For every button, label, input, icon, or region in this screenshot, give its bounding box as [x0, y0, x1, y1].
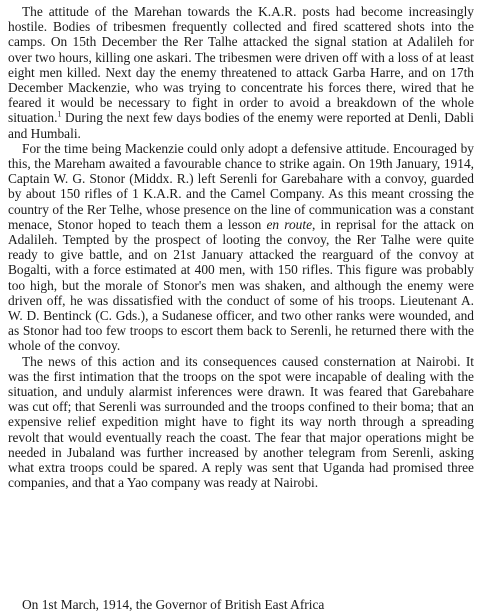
paragraph-nairobi-consternation [8, 354, 474, 491]
paragraph-marehan-hostility [8, 4, 474, 141]
paragraph-bogalti-action [8, 141, 474, 354]
paragraph-text: During the next few days bodies of the enemy were reported at Denli, Dabli and Humbali. [8, 110, 474, 141]
paragraph-text: For the time being Mackenzie could only adopt a defensive attitude. Encouraged by this, the Mareham awaited a favourable chance to strike again. On 19th January, 1914, Captain W. G. Stonor (Middx. R.) left Serenli for Garebahare with a convoy, guarded by about 150 rifles of 1 K.A.R. and the Camel Company. As this meant crossing the country of the Rer Telhe, whose presence on the line of communication was a constant menace, Stonor hoped to teach them a lesson [8, 140, 474, 232]
paragraph-text: , in reprisal for the attack on Adalileh. Tempted by the prospect of looting the convoy, the Rer Talhe were quite ready to give battle, and on 21st January attacked the rearguard of the convoy at Bogalti, with a force estimated at 400 men, with 150 rifles. This figure was probably too high, but the morale of Stonor's men was shaken, and although the enemy were driven off, he was dissatisfied with the conduct of some of his troops. Lieutenant A. W. D. Bentinck (C. Gds.), a Sudanese officer, and two other ranks were wounded, and as Stonor had too few troops to escort them back to Serenli, he returned there with the whole of the convoy. [8, 216, 474, 354]
cut-off-line: On 1st March, 1914, the Governor of British East Africa [22, 597, 325, 611]
paragraph-text: The attitude of the Marehan towards the K.A.R. posts had become increasingly hostile. Bodies of tribesmen frequently collected and fired scattered shots into the camps. On 15th December the Rer Talhe attacked the signal station at Adalileh for over two hours, killing one askari. The tribesmen were driven off with a loss of at least eight men killed. Next day the enemy threatened to attack Garba Harre, and on 17th December Mackenzie, who was trying to concentrate his forces there, wired that he feared it would be necessary to fight in order to avoid a breakdown of the whole situation. [8, 4, 474, 126]
footnote-marker: 1 [57, 109, 62, 119]
document-page [8, 4, 474, 491]
paragraph-text: The news of this action and its consequences caused consternation at Nairobi. It was the first intimation that the troops on the spot were incapable of dealing with the situation, and unduly alarmist inferences were drawn. It was feared that Garebahare was cut off; that Serenli was surrounded and the troops confined to their boma; that an expensive relief expedition might have to fight its way north through a spreading revolt that would eventually reach the coast. The fear that major operations might be needed in Jubaland was further increased by another telegram from Serenli, asking what extra troops could be spared. A reply was sent that Uganda had promised three companies, and that a Yao company was ready at Nairobi. [8, 353, 474, 491]
italic-phrase: en route [266, 216, 313, 232]
